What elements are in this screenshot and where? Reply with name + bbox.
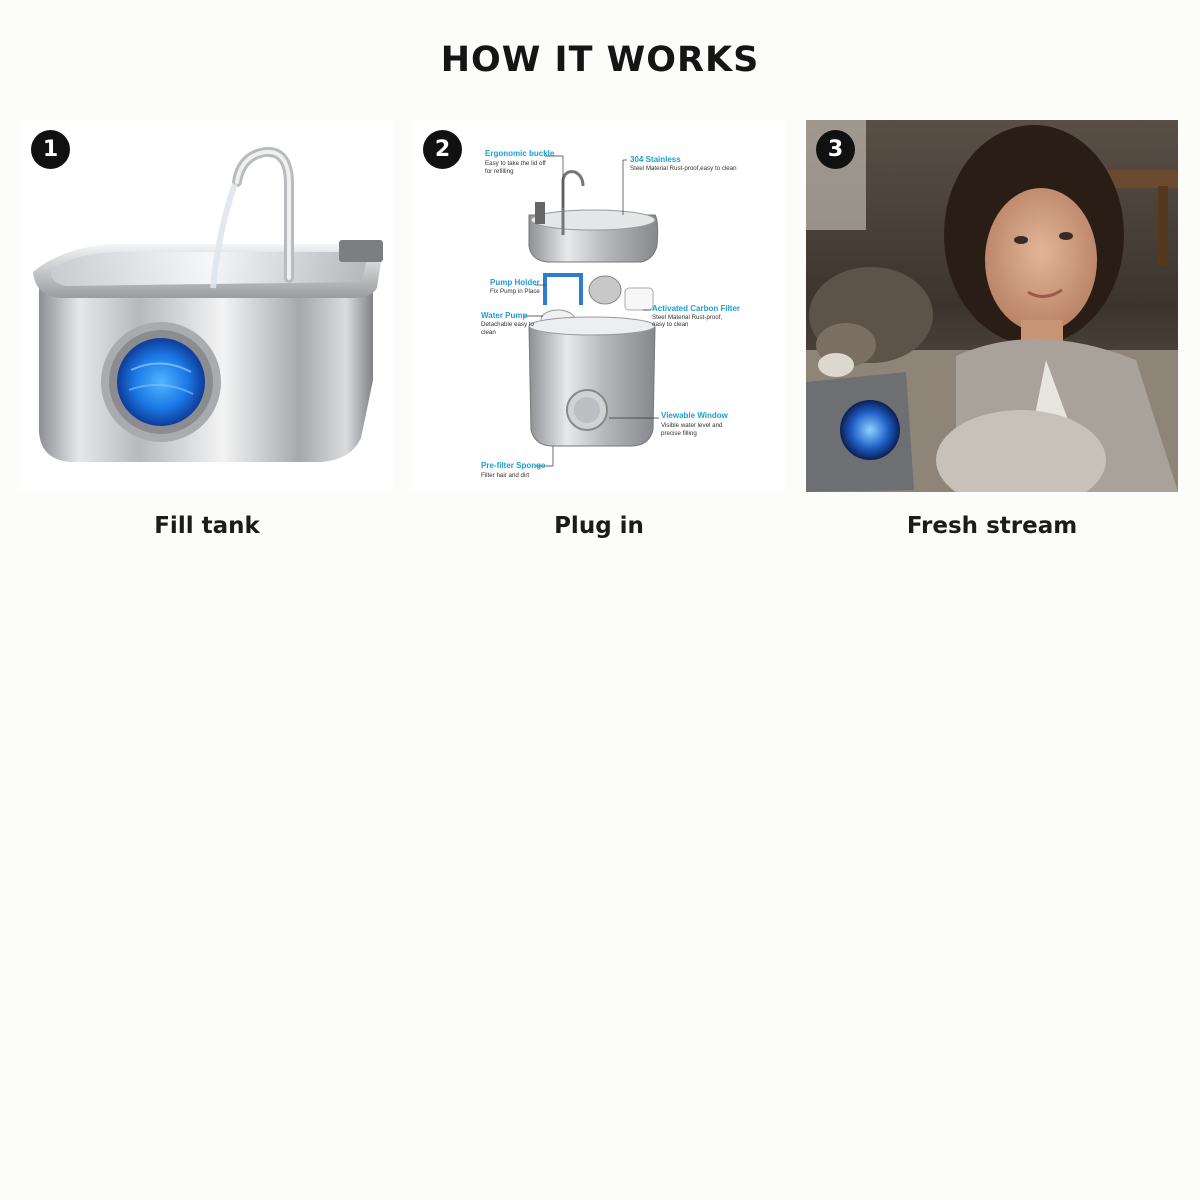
step-plug-in — [413, 120, 785, 539]
woman-cat-photo — [806, 120, 1178, 492]
step-caption: Fresh stream — [906, 513, 1078, 539]
fountain-product-image — [21, 120, 393, 492]
step-fresh-stream — [806, 120, 1178, 539]
label-carbon-filter: Activated Carbon Filter — [652, 304, 741, 313]
step-number-badge: 2 — [423, 130, 462, 169]
desc-carbon-filter: Steel Material Rust-proof, — [652, 314, 723, 321]
page-title: HOW IT WORKS — [440, 40, 760, 80]
desc-304-stainless: Steel Material Rust-proof,easy to clean — [630, 165, 737, 172]
label-304-stainless: 304 Stainless — [630, 155, 681, 164]
exploded-diagram — [413, 120, 785, 492]
desc-pump-holder: Fix Pump in Place — [490, 288, 540, 295]
desc-viewable-window: Visible water level and — [661, 422, 723, 429]
step-caption: Plug in — [554, 513, 644, 539]
desc-water-pump-2: clean — [481, 329, 496, 336]
label-water-pump: Water Pump — [481, 311, 528, 320]
label-pump-holder: Pump Holder — [490, 278, 540, 287]
step-2-image — [413, 120, 785, 492]
step-number-badge: 1 — [31, 130, 70, 169]
label-prefilter-sponge: Pre-filter Sponge — [481, 461, 546, 470]
step-3-image — [806, 120, 1178, 492]
desc-ergonomic-buckle-2: for refilling — [485, 168, 514, 175]
label-viewable-window: Viewable Window — [661, 411, 728, 420]
steps-row — [21, 120, 1179, 560]
step-fill-tank — [21, 120, 393, 539]
desc-ergonomic-buckle: Easy to take the lid off — [485, 160, 546, 167]
desc-water-pump: Detachable easy to — [481, 321, 534, 328]
desc-prefilter-sponge: Filter hair and dirt — [481, 472, 530, 479]
desc-carbon-filter-2: easy to clean — [652, 321, 689, 328]
desc-viewable-window-2: precise filling — [661, 430, 697, 437]
step-1-image — [21, 120, 393, 492]
label-ergonomic-buckle: Ergonomic buckle — [485, 149, 555, 158]
step-caption: Fill tank — [154, 513, 260, 539]
step-number-badge: 3 — [816, 130, 855, 169]
